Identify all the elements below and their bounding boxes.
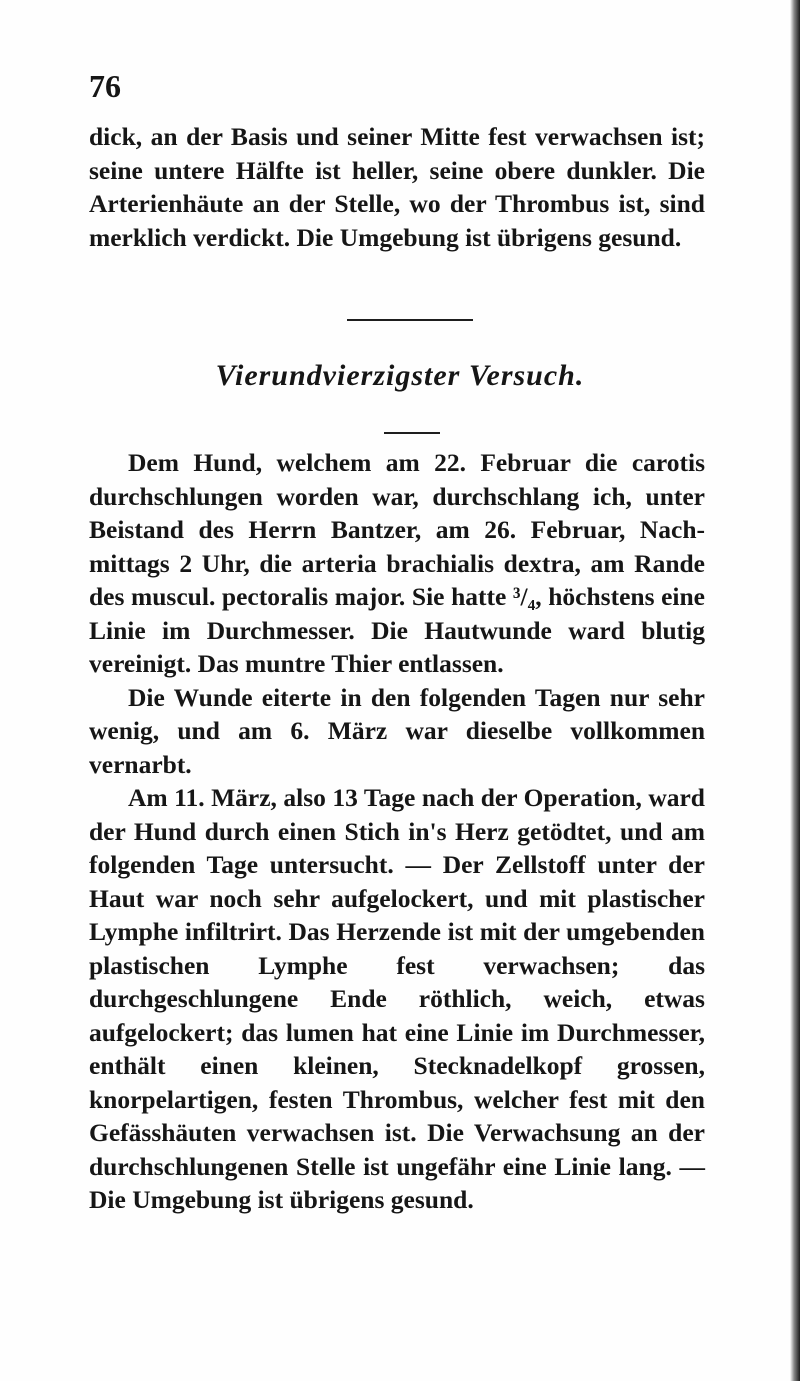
page-edge-shadow xyxy=(790,0,800,1381)
paragraph-2: Die Wunde eiterte in den folgenden Tagen nur sehr wenig, und am 6. März war dieselbe vollkommen vernarbt. xyxy=(89,682,705,779)
section-heading: Vierundvierzigster Versuch. xyxy=(215,359,585,392)
paragraph-top: dick, an der Basis und seiner Mitte fest verwachsen ist; seine untere Hälfte ist heller, seine obere dunkler. Die Arterienhäute an der Stelle, wo der Thrombus ist, sind merklich verdickt. Die Umgebung ist übrigens gesund. xyxy=(89,122,705,252)
section-divider-top xyxy=(347,319,473,321)
section-divider-bottom xyxy=(384,432,440,434)
page-number: 76 xyxy=(89,68,121,104)
paragraph-3: Am 11. März, also 13 Tage nach der Operation, ward der Hund durch einen Stich in's Herz getödtet, und am folgenden Tage untersucht. — Der Zellstoff unter der Haut war noch sehr aufgelockert, und mit plastischer Lymphe infiltrirt. Das Herzende ist mit der umgebenden plastischen Lymphe fest verwachsen; das durchgeschlungene Ende röthlich, weich, etwas aufgelockert; das lumen hat eine Linie im Durchmesser, enthält einen kleinen, Stecknadelkopf grossen, knorpelartigen, festen Thrombus, welcher fest mit den Gefässhäuten verwachsen ist. Die Verwachsung an der durchschlungenen Stelle ist ungefähr eine Linie lang. — Die Umgebung ist übrigens gesund. xyxy=(89,783,705,1214)
continued-paragraph xyxy=(89,120,705,254)
paragraph-1: Dem Hund, welchem am 22. Februar die carotis durchschlungen worden war, durchschlang ich, unter Beistand des Herrn Bantzer, am 26. Februar, Nachmittags 2 Uhr, die arteria brachialis dextra, am Rande des muscul. pectoralis major. Sie hatte ³/₄, höchstens eine Linie im Durchmesser. Die Hautwunde ward blutig vereinigt. Das muntre Thier entlassen. xyxy=(89,448,705,678)
section-body xyxy=(89,446,705,1217)
